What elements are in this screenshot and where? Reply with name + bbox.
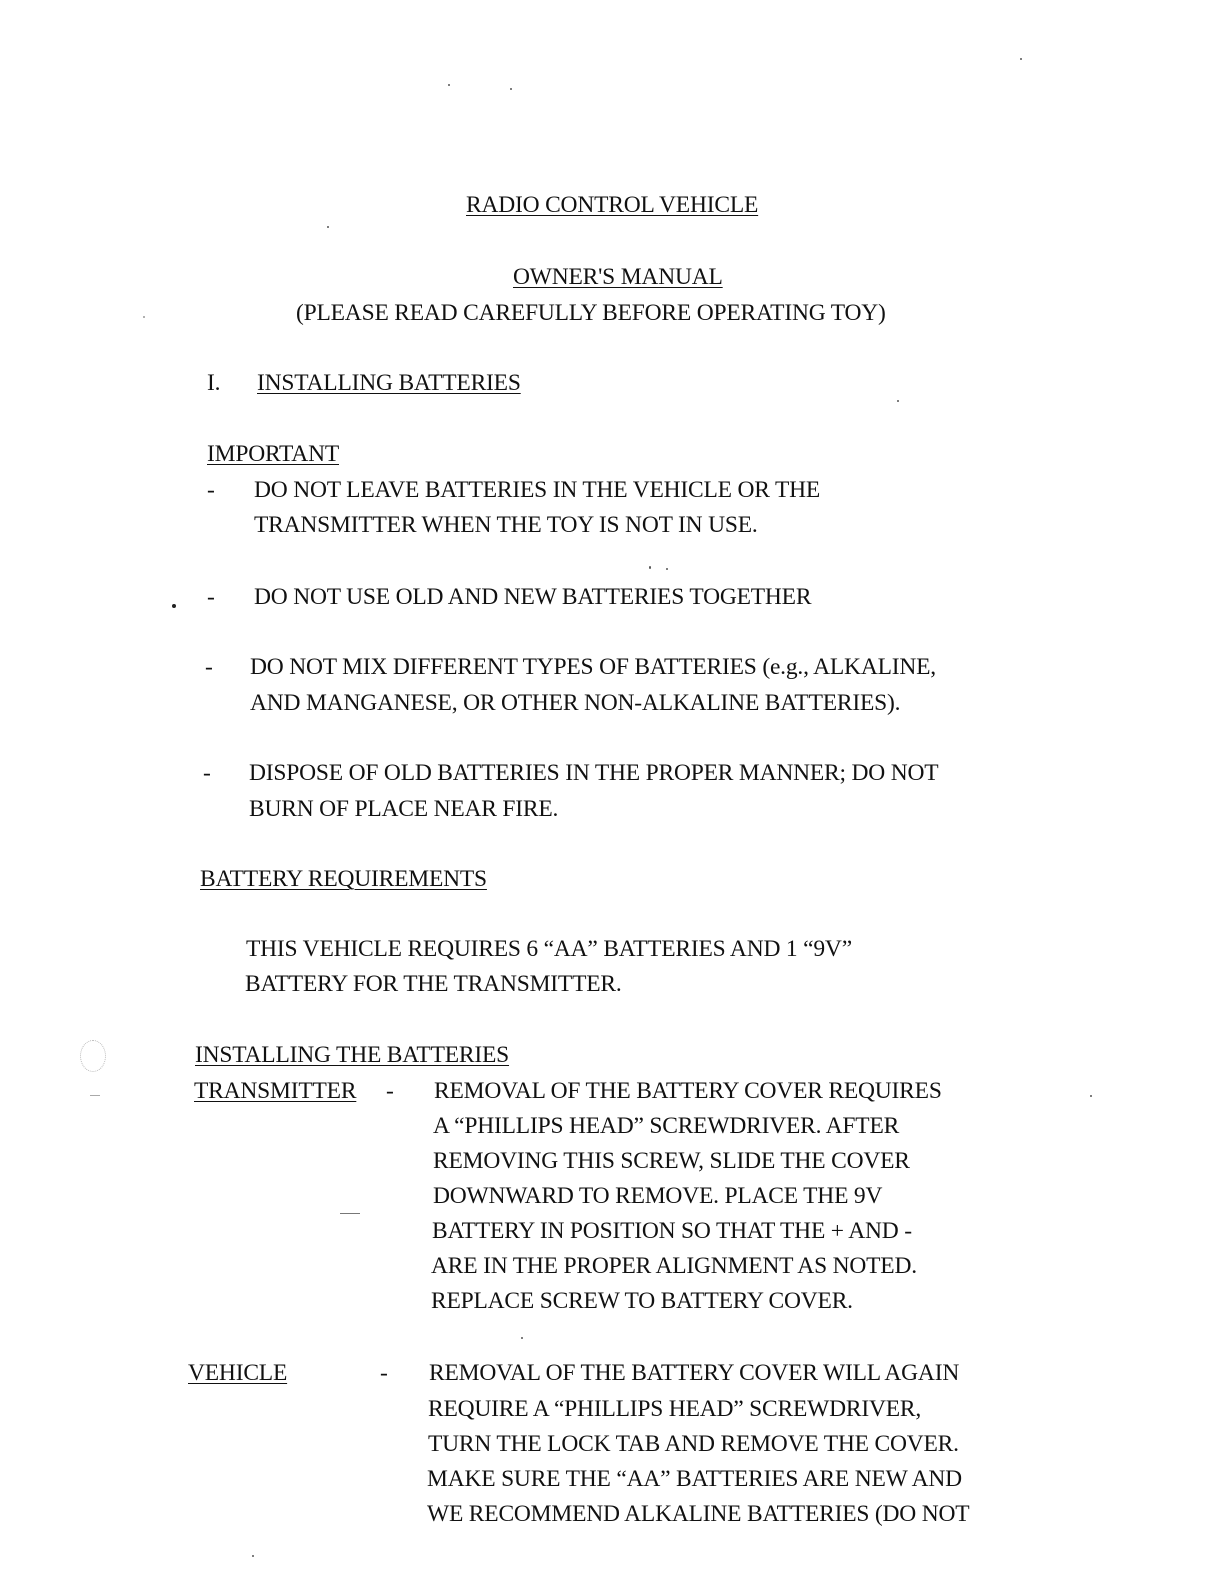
important-item-3-line-2: AND MANGANESE, OR OTHER NON-ALKALINE BATTERIES). [250, 690, 901, 716]
scan-mark [80, 1040, 106, 1072]
important-heading: IMPORTANT [207, 441, 339, 467]
important-item-4-line-2: BURN OF PLACE NEAR FIRE. [249, 796, 559, 822]
bullet-dash: - [203, 760, 211, 786]
vehicle-line-3: TURN THE LOCK TAB AND REMOVE THE COVER. [428, 1431, 959, 1457]
battery-requirements-line-1: THIS VEHICLE REQUIRES 6 “AA” BATTERIES AND 1 “9V” [246, 936, 852, 962]
transmitter-label: TRANSMITTER [194, 1078, 357, 1104]
vehicle-line-1: REMOVAL OF THE BATTERY COVER WILL AGAIN [429, 1360, 960, 1386]
vehicle-dash: - [380, 1360, 388, 1386]
section-heading: INSTALLING BATTERIES [257, 370, 521, 396]
transmitter-line-2: A “PHILLIPS HEAD” SCREWDRIVER. AFTER [433, 1113, 900, 1139]
vehicle-line-2: REQUIRE A “PHILLIPS HEAD” SCREWDRIVER, [428, 1396, 922, 1422]
scan-mark [90, 1095, 100, 1096]
transmitter-line-5: BATTERY IN POSITION SO THAT THE + AND - [432, 1218, 912, 1244]
document-title: RADIO CONTROL VEHICLE [466, 192, 759, 218]
section-number: I. [207, 370, 221, 396]
scan-speck [172, 604, 176, 608]
important-item-3-line-1: DO NOT MIX DIFFERENT TYPES OF BATTERIES (e.g., ALKALINE, [250, 654, 936, 680]
scan-speck [649, 566, 651, 569]
important-item-2-line-1: DO NOT USE OLD AND NEW BATTERIES TOGETHER [254, 584, 812, 610]
scan-speck [448, 84, 450, 86]
document-subtitle: OWNER'S MANUAL [513, 264, 723, 290]
scan-speck [1020, 58, 1022, 60]
bullet-dash: - [207, 477, 215, 503]
scan-speck [327, 226, 329, 228]
transmitter-line-1: REMOVAL OF THE BATTERY COVER REQUIRES [434, 1078, 942, 1104]
transmitter-line-3: REMOVING THIS SCREW, SLIDE THE COVER [433, 1148, 910, 1174]
scan-speck [252, 1555, 254, 1557]
important-item-1-line-2: TRANSMITTER WHEN THE TOY IS NOT IN USE. [254, 512, 758, 538]
important-item-1-line-1: DO NOT LEAVE BATTERIES IN THE VEHICLE OR THE [254, 477, 821, 503]
scan-speck [143, 316, 145, 318]
bullet-dash: - [205, 654, 213, 680]
vehicle-line-5: WE RECOMMEND ALKALINE BATTERIES (DO NOT [427, 1501, 970, 1527]
scan-speck [521, 1337, 523, 1339]
important-item-4-line-1: DISPOSE OF OLD BATTERIES IN THE PROPER MANNER; DO NOT [249, 760, 939, 786]
battery-requirements-line-2: BATTERY FOR THE TRANSMITTER. [245, 971, 622, 997]
transmitter-dash: - [386, 1078, 394, 1104]
scan-speck [510, 88, 512, 90]
transmitter-line-4: DOWNWARD TO REMOVE. PLACE THE 9V [433, 1183, 883, 1209]
read-carefully-note: (PLEASE READ CAREFULLY BEFORE OPERATING TOY) [296, 300, 886, 326]
scan-mark [340, 1213, 360, 1214]
scan-speck [897, 400, 899, 402]
transmitter-line-6: ARE IN THE PROPER ALIGNMENT AS NOTED. [431, 1253, 917, 1279]
bullet-dash: - [207, 584, 215, 610]
installing-heading: INSTALLING THE BATTERIES [195, 1042, 510, 1068]
transmitter-line-7: REPLACE SCREW TO BATTERY COVER. [431, 1288, 853, 1314]
scan-speck [666, 568, 668, 570]
scan-speck [1090, 1095, 1092, 1097]
vehicle-line-4: MAKE SURE THE “AA” BATTERIES ARE NEW AND [427, 1466, 962, 1492]
vehicle-label: VEHICLE [188, 1360, 288, 1386]
battery-requirements-heading: BATTERY REQUIREMENTS [200, 866, 487, 892]
